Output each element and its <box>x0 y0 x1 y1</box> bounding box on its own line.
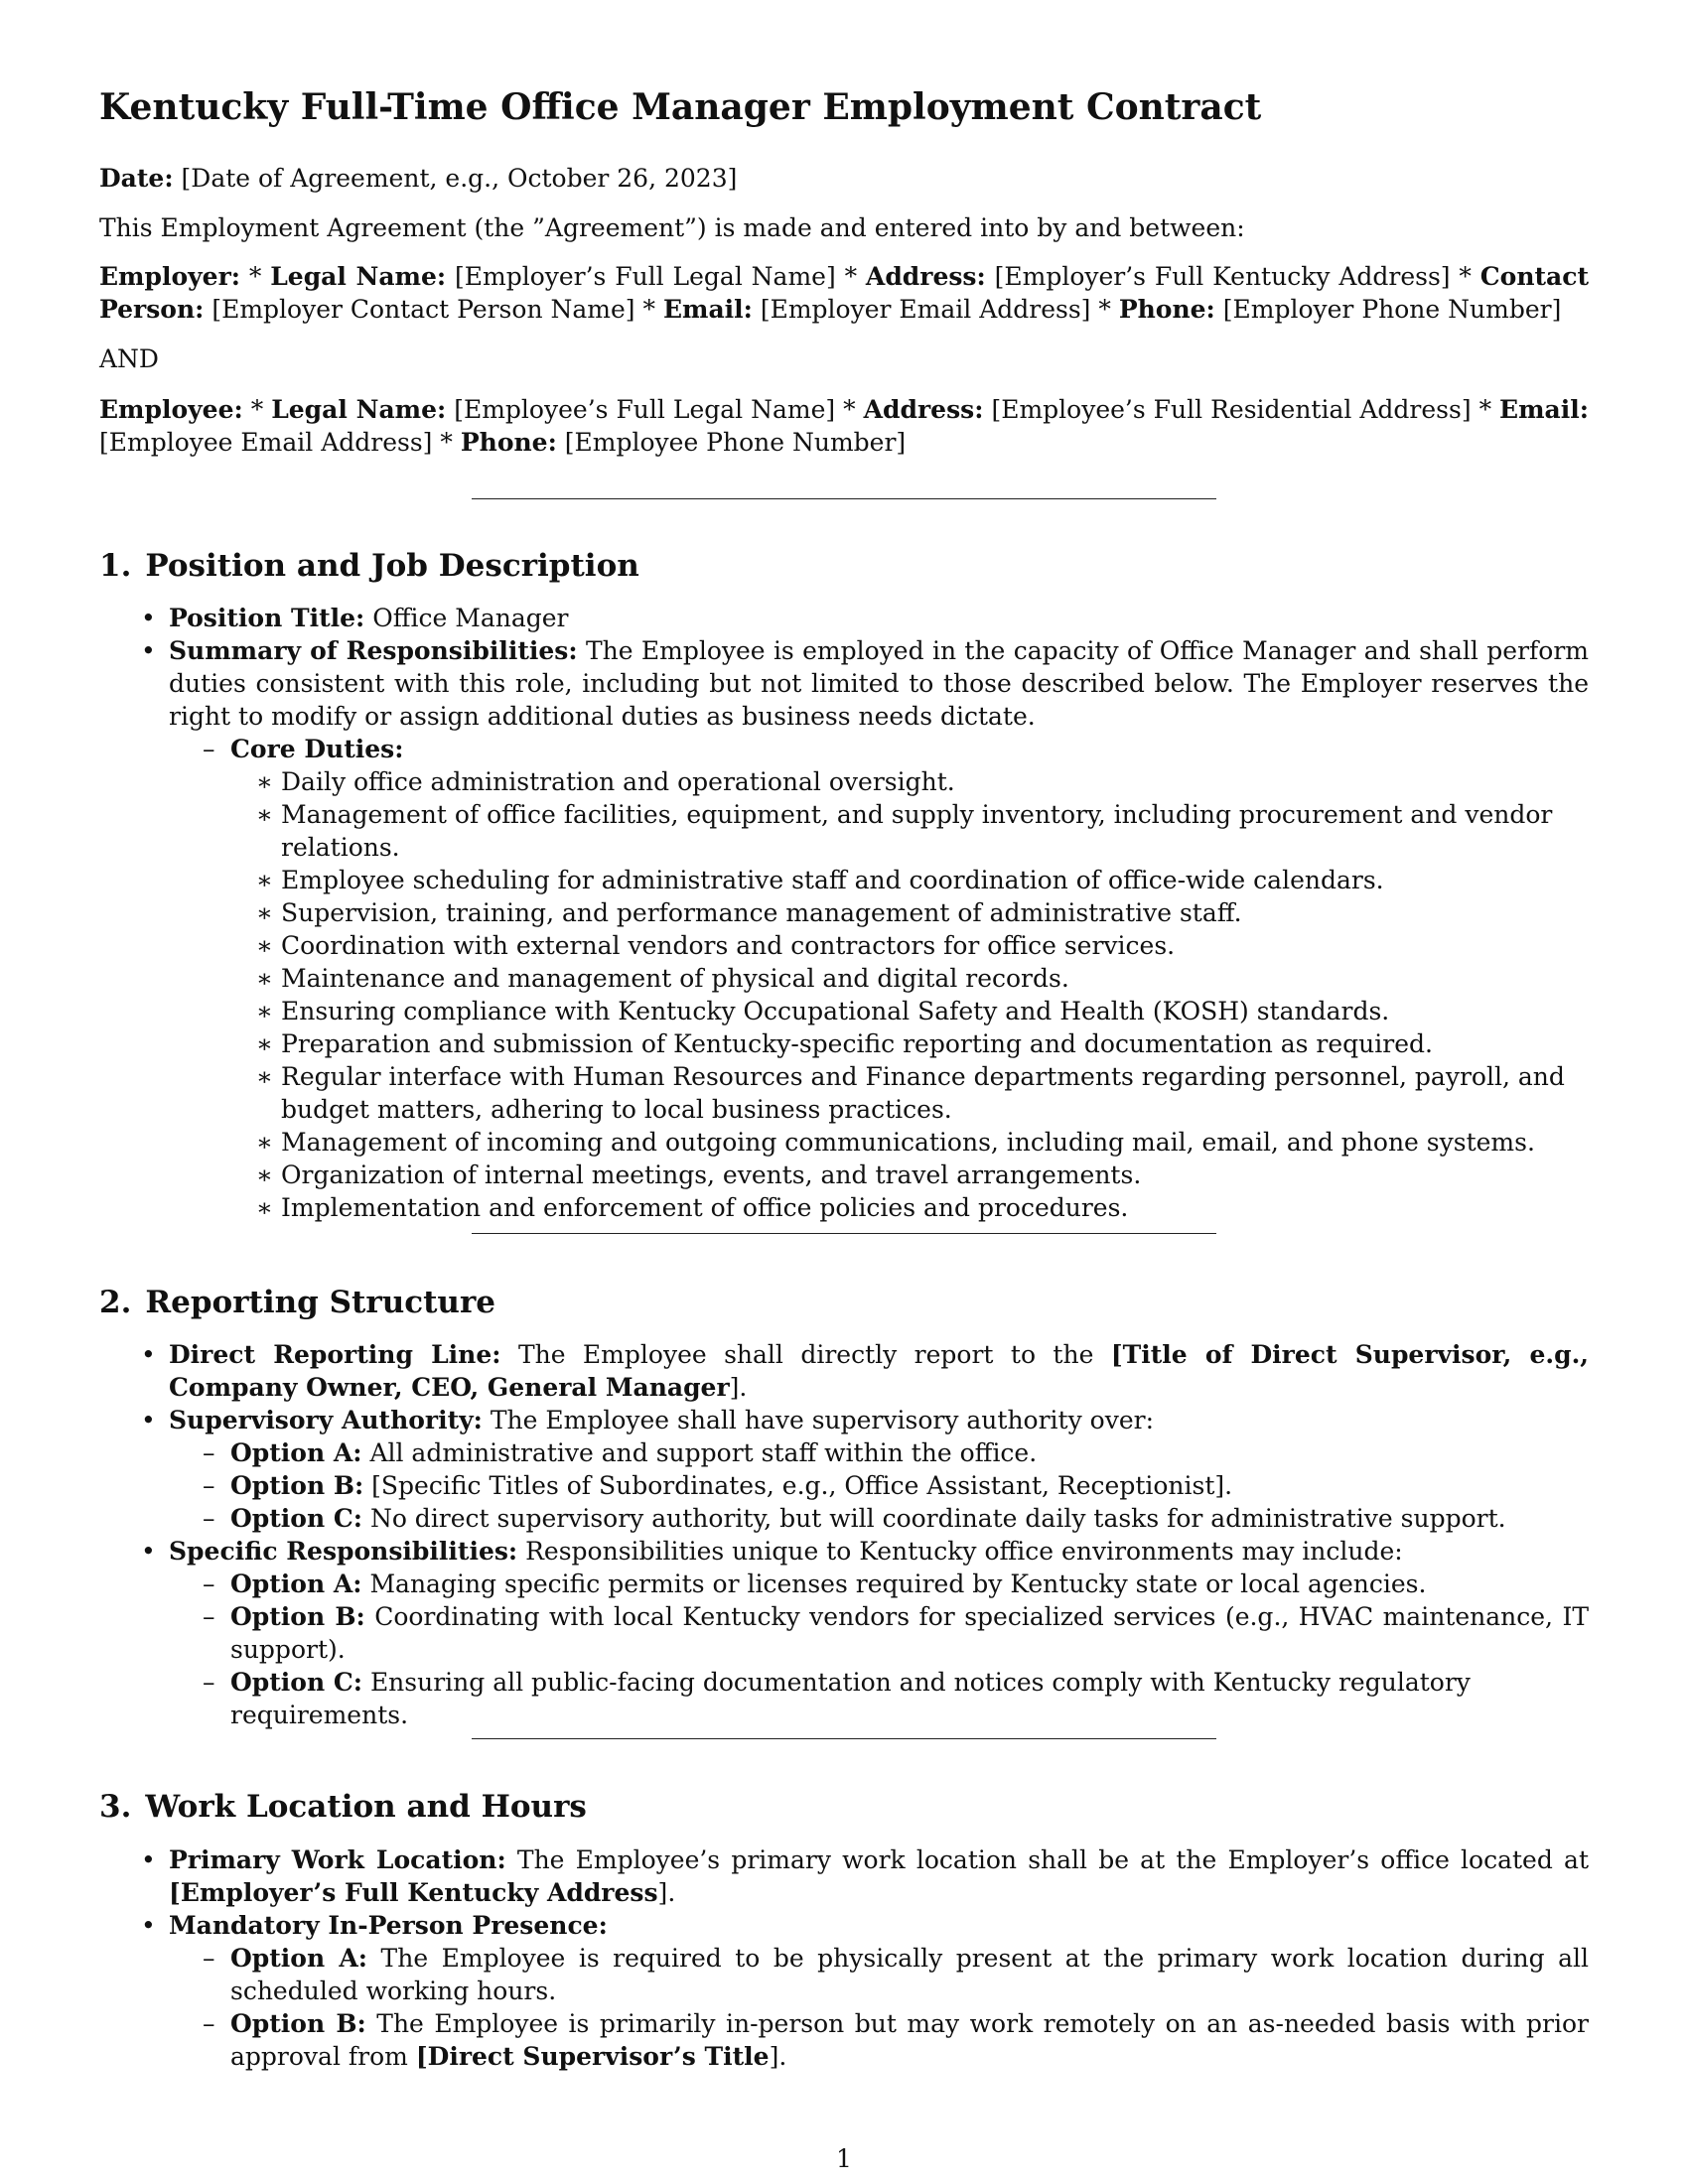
employee-phone: [Employee Phone Number] <box>564 428 907 457</box>
employer-address-placeholder: Employer’s Full Kentucky Address <box>180 1878 658 1907</box>
core-duties-list <box>230 765 1589 1224</box>
employer-address: [Employer’s Full Kentucky Address] <box>994 262 1451 291</box>
list-item: • Direct Reporting Line: The Employee shall directly report to the [Title of Direct Supervisor, e.g., Company Owner, CEO, General Manager]. <box>99 1338 1589 1404</box>
list-item: ∗ Coordination with external vendors and contractors for office services. <box>230 929 1589 962</box>
list-item: ∗ Management of incoming and outgoing communications, including mail, email, and phone systems. <box>230 1126 1589 1159</box>
employee-email: [Employee Email Address] <box>99 428 433 457</box>
employee-legal-name: [Employee’s Full Legal Name] <box>454 395 836 424</box>
section-divider <box>472 1233 1216 1234</box>
list-item: • Mandatory In-Person Presence: – Option A: The Employee is required to be physically present at the primary work location during all scheduled working hours. – Option B: The Employee is primarily in-person but may work remotely on an as-needed basis with prior approval from [Direct Supervisor’s Title]. <box>99 1909 1589 2073</box>
employer-block: Employer: * Legal Name: [Employer’s Full Legal Name] * Address: [Employer’s Full Kentucky Address] * Contact Person: [Employer Contact Person Name] * Email: [Employer Email Address] * Phone: [Employer Phone Number] <box>99 262 1590 324</box>
presence-options-list <box>169 1942 1589 2073</box>
employer-contact: [Employer Contact Person Name] <box>211 295 635 324</box>
date-value: [Date of Agreement, e.g., October 26, 2023] <box>181 164 738 193</box>
list-item: ∗ Ensuring compliance with Kentucky Occupational Safety and Health (KOSH) standards. <box>230 995 1589 1027</box>
list-item: ∗ Management of office facilities, equipment, and supply inventory, including procurement and vendor relations. <box>230 798 1589 864</box>
option-a: – Option A: The Employee is required to be physically present at the primary work location during all scheduled working hours. <box>169 1942 1589 2007</box>
list-item: ∗ Maintenance and management of physical and digital records. <box>230 962 1589 995</box>
list-item <box>169 733 1589 1224</box>
employee-block: Employee: * Legal Name: [Employee’s Full Legal Name] * Address: [Employee’s Full Residential Address] * Email: [Employee Email Address] * Phone: [Employee Phone Number] <box>99 395 1589 457</box>
section-2-heading: 2. Reporting Structure <box>99 1285 496 1320</box>
section-1-list <box>99 602 1589 1224</box>
employer-legal-name: [Employer’s Full Legal Name] <box>454 262 836 291</box>
option-a: – Option A: Managing specific permits or licenses required by Kentucky state or local agencies. <box>169 1568 1589 1600</box>
list-item: • Supervisory Authority: The Employee shall have supervisory authority over: – Option A: All administrative and support staff within the office. – Option B: [Specific Titles of Subordinates, e.g., Office Assistant, Receptionist]. – Option C: No direct supervisory authority, but will coordinate daily tasks for administrative support. <box>99 1404 1589 1535</box>
position-title-value: Office Manager <box>372 604 569 632</box>
list-item: • Specific Responsibilities: Responsibilities unique to Kentucky office environments may include: – Option A: Managing specific permits or licenses required by Kentucky state or local agencies. – Option B: Coordinating with local Kentucky vendors for specialized services (e.g., HVAC maintenance, IT support). – Option C: Ensuring all public-facing documentation and notices comply with Kentucky regulatory requirements. <box>99 1535 1589 1731</box>
date-line <box>99 162 1589 195</box>
list-item: ∗ Employee scheduling for administrative staff and coordination of office-wide calendars. <box>230 864 1589 896</box>
section-3-heading: 3. Work Location and Hours <box>99 1789 587 1825</box>
section-2-list <box>99 1338 1589 1731</box>
list-item: • Primary Work Location: The Employee’s primary work location shall be at the Employer’s office located at [Employer’s Full Kentucky Address]. <box>99 1843 1589 1909</box>
employee-label: Employee: <box>99 395 243 424</box>
page-number: 1 <box>836 2144 852 2173</box>
core-duties-label: Core Duties: <box>230 735 404 763</box>
date-label: Date: <box>99 164 174 193</box>
list-item: • Position Title: Office Manager <box>99 602 1589 634</box>
section-3-list <box>99 1843 1589 2073</box>
option-b: – Option B: [Specific Titles of Subordinates, e.g., Office Assistant, Receptionist]. <box>169 1469 1589 1502</box>
list-item: ∗ Regular interface with Human Resources and Finance departments regarding personnel, payroll, and budget matters, adhering to local business practices. <box>230 1060 1589 1126</box>
option-b: – Option B: Coordinating with local Kentucky vendors for specialized services (e.g., HVAC maintenance, IT support). <box>169 1600 1589 1666</box>
supervisory-options-list <box>169 1436 1589 1535</box>
option-a: – Option A: All administrative and support staff within the office. <box>169 1436 1589 1469</box>
intro-paragraph: This Employment Agreement (the ”Agreement”) is made and entered into by and between: <box>99 213 1245 242</box>
supervisor-title-placeholder: Direct Supervisor’s Title <box>427 2042 770 2071</box>
option-c: – Option C: No direct supervisory authority, but will coordinate daily tasks for administrative support. <box>169 1502 1589 1535</box>
employer-email: [Employer Email Address] <box>760 295 1091 324</box>
document-title: Kentucky Full-Time Office Manager Employment Contract <box>99 86 1262 128</box>
list-item: ∗ Supervision, training, and performance management of administrative staff. <box>230 896 1589 929</box>
employee-address: [Employee’s Full Residential Address] <box>991 395 1472 424</box>
option-b: – Option B: The Employee is primarily in-person but may work remotely on an as-needed basis with prior approval from [Direct Supervisor’s Title]. <box>169 2007 1589 2073</box>
section-divider <box>472 1738 1216 1739</box>
employer-label: Employer: <box>99 262 240 291</box>
specific-options-list <box>169 1568 1589 1731</box>
list-item: ∗ Daily office administration and operational oversight. <box>230 765 1589 798</box>
section-1-heading: 1. Position and Job Description <box>99 548 639 584</box>
supervisor-title-placeholder: Title of Direct Supervisor, e.g., Company Owner, CEO, General Manager <box>169 1340 1590 1402</box>
employer-phone: [Employer Phone Number] <box>1222 295 1562 324</box>
list-item: ∗ Implementation and enforcement of office policies and procedures. <box>230 1191 1589 1224</box>
list-item: ∗ Preparation and submission of Kentucky-specific reporting and documentation as required. <box>230 1027 1589 1060</box>
list-item: • Summary of Responsibilities: The Employee is employed in the capacity of Office Manager and shall perform duties consistent with this role, including but not limited to those described below. The Employer reserves the right to modify or assign additional duties as business needs dictate. – Core Duties: ∗ Daily office administration and operational oversight. ∗ Management of office facilities, equipment, and supply inventory, including procurement and vendor relations. ∗ Employee scheduling for administrative staff and coordination of office-wide calendars. ∗ Supervision, training, and performance management of administrative staff. ∗ Coordination with external vendors and contractors for office services. ∗ Maintenance and management of physical and digital records. ∗ Ensuring compliance with Kentucky Occupational Safety and Health (KOSH) standards. ∗ Preparation and submission of Kentucky-specific reporting and documentation as required. ∗ Regular interface with Human Resources and Finance departments regarding personnel, payroll, and budget matters, adhering to local business practices. ∗ Management of incoming and outgoing communications, including mail, email, and phone systems. ∗ Organization of internal meetings, events, and travel arrangements. ∗ Implementation and enforcement of office policies and procedures. <box>99 634 1589 1224</box>
and-separator: AND <box>99 344 159 373</box>
list-item: ∗ Organization of internal meetings, events, and travel arrangements. <box>230 1159 1589 1191</box>
option-c: – Option C: Ensuring all public-facing documentation and notices comply with Kentucky regulatory requirements. <box>169 1666 1589 1731</box>
section-divider <box>472 498 1216 499</box>
